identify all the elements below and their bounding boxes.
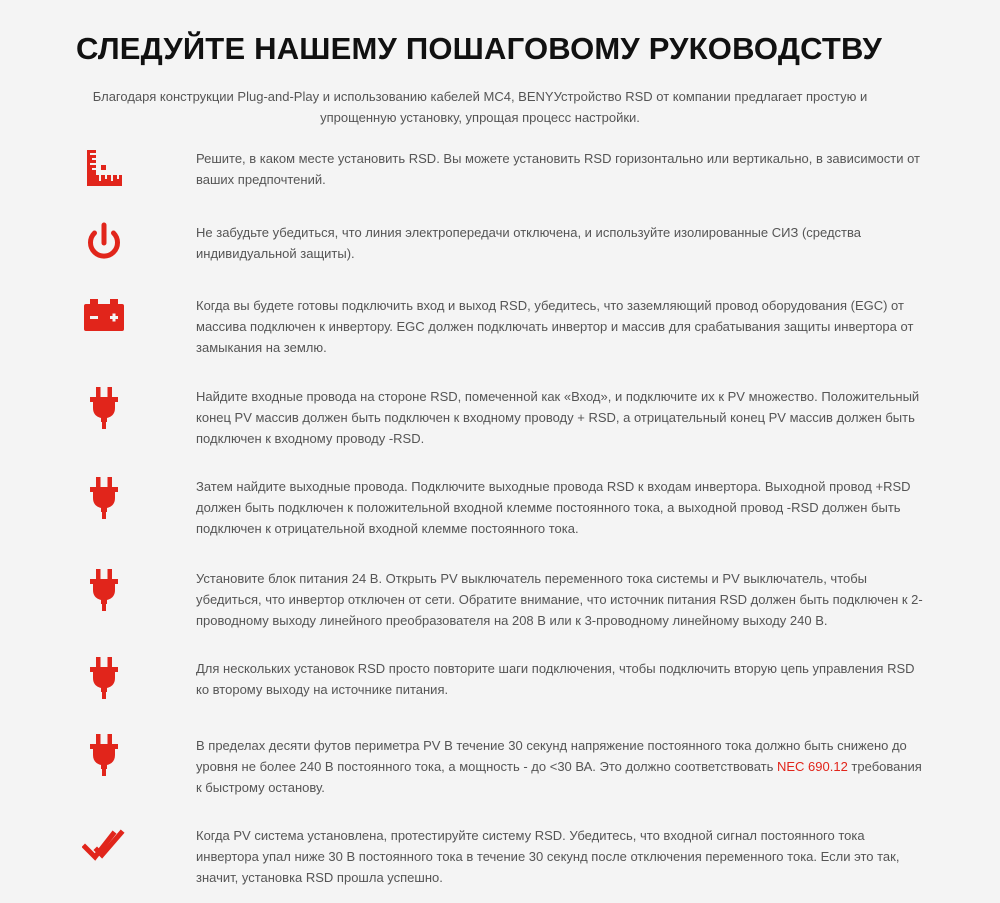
step-text: Когда PV система установлена, протестируйте систему RSD. Убедитесь, что входной сигнал постоянного тока инвертора упал ниже 30 В постоянного тока в течение 30 секунд после отключения переменного тока. Если это так, значит, установка RSD прошла успешно. [196,828,900,885]
step-text: Найдите входные провода на стороне RSD, помеченной как «Вход», и подключите их к PV множество. Положительный конец PV массив должен быть подключен к входному проводу + RSD, а отрицательный конец PV массив должен быть подключен к входному проводу -RSD. [196,389,920,446]
battery-icon [82,295,126,339]
plug-icon [82,656,126,700]
step-text: Для нескольких установок RSD просто повторите шаги подключения, чтобы подключить вторую цепь управления RSD ко второму выходу на источнике питания. [196,661,915,697]
step-text-after: требования к быстрому останову. [196,759,922,795]
step-text: Решите, в каком месте установить RSD. Вы можете установить RSD горизонтально или вертикально, в зависимости от ваших предпочтений. [196,151,920,187]
nec-690-12-link[interactable]: NEC 690.12 [776,759,848,774]
page-title: СЛЕДУЙТЕ НАШЕМУ ПОШАГОВОМУ РУКОВОДСТВУ [76,31,882,66]
ruler-icon [82,148,126,192]
plug-icon [82,476,126,520]
power-icon [82,222,126,266]
step-text-before: В пределах десяти футов периметра PV В течение 30 секунд напряжение постоянного тока должно быть снижено до уровня не более 240 В постоянного тока, а мощность - до <30 ВА. Это должно соответствовать [196,738,907,774]
step-text [196,735,931,798]
step-text: Не забудьте убедиться, что линия электропередачи отключена, и используйте изолированные СИЗ (средства индивидуальной защиты). [196,225,861,261]
plug-icon [82,568,126,612]
step-text: Когда вы будете готовы подключить вход и выход RSD, убедитесь, что заземляющий провод оборудования (EGC) от массива подключен к инвертору. EGC должен подключать инвертор и массив для срабатывания защиты инвертора от замыкания на землю. [196,298,914,355]
plug-icon [82,733,126,777]
step-text: Установите блок питания 24 В. Открыть PV выключатель переменного тока системы и PV выключатель, чтобы убедиться, что инвертор отключен от сети. Обратите внимание, что источник питания RSD должен быть подключен к 2-проводному выходу линейного преобразователя на 208 В или к 3-проводному линейному выходу 240 В. [196,571,923,628]
plug-icon [82,386,126,430]
intro-text: Благодаря конструкции Plug-and-Play и использованию кабелей MC4, BENYУстройство RSD от компании предлагает простую и упрощенную установку, упрощая процесс настройки. [92,89,868,125]
step-text: Затем найдите выходные провода. Подключите выходные провода RSD к входам инвертора. Выходной провод +RSD должен быть подключен к положительной входной клемме постоянного тока, а выходной провод -RSD должен быть подключен к отрицательной входной клемме постоянного тока. [196,479,911,536]
double-check-icon [82,825,126,869]
